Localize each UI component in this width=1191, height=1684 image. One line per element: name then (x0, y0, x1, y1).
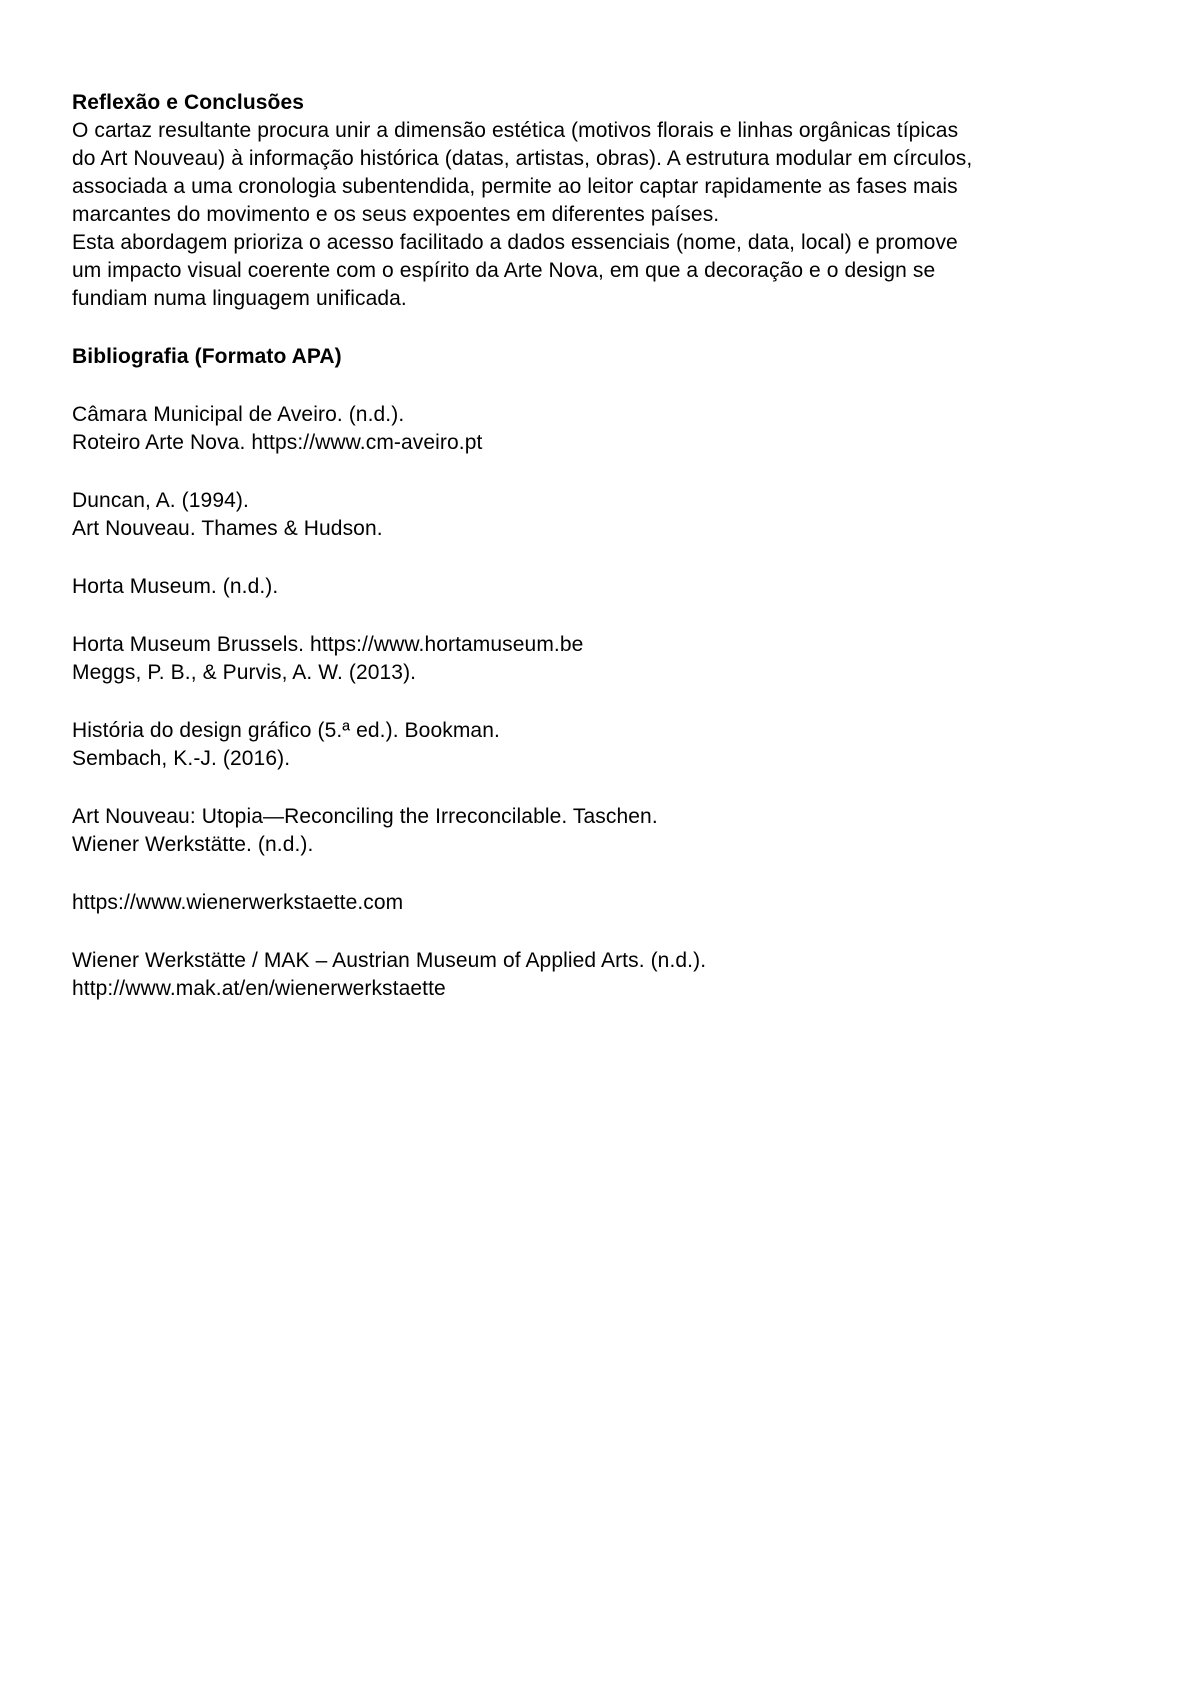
reflexao-line: O cartaz resultante procura unir a dimensão estética (motivos florais e linhas orgânicas típicas (72, 119, 959, 142)
bibliography-line: Horta Museum Brussels. https://www.hortamuseum.be (72, 633, 584, 656)
bibliography-line: https://www.wienerwerkstaette.com (72, 891, 404, 914)
reflexao-line: do Art Nouveau) à informação histórica (datas, artistas, obras). A estrutura modular em círculos, (72, 147, 973, 170)
bibliography-line: História do design gráfico (5.ª ed.). Bookman. (72, 719, 500, 742)
bibliography-line: Meggs, P. B., & Purvis, A. W. (2013). (72, 661, 417, 684)
bibliography-line: Sembach, K.-J. (2016). (72, 747, 291, 770)
bibliography-line: Wiener Werkstätte / MAK – Austrian Museum of Applied Arts. (n.d.). (72, 949, 707, 972)
reflexao-heading: Reflexão e Conclusões (72, 91, 305, 114)
reflexao-line: Esta abordagem prioriza o acesso facilitado a dados essenciais (nome, data, local) e promove (72, 231, 958, 254)
bibliography-line: http://www.mak.at/en/wienerwerkstaette (72, 977, 446, 1000)
bibliography-entry (72, 487, 1136, 543)
bibliography-entry (72, 889, 1136, 917)
bibliography-line: Art Nouveau. Thames & Hudson. (72, 517, 383, 540)
bibliography-entry (72, 803, 1136, 859)
bibliography-entry (72, 401, 1136, 457)
bibliography-line: Duncan, A. (1994). (72, 489, 249, 512)
bibliography-entry (72, 631, 1136, 687)
bibliography-line: Art Nouveau: Utopia—Reconciling the Irreconcilable. Taschen. (72, 805, 658, 828)
bibliography-line: Roteiro Arte Nova. https://www.cm-aveiro.pt (72, 431, 483, 454)
section-reflexao-e-conclusoes (72, 89, 1136, 313)
bibliography-line: Horta Museum. (n.d.). (72, 575, 279, 598)
bibliografia-heading: Bibliografia (Formato APA) (72, 345, 342, 368)
reflexao-line: associada a uma cronologia subentendida, permite ao leitor captar rapidamente as fases mais (72, 175, 958, 198)
bibliography-line: Câmara Municipal de Aveiro. (n.d.). (72, 403, 405, 426)
section-bibliografia (72, 343, 1136, 1003)
bibliography-entry (72, 947, 1136, 1003)
reflexao-line: fundiam numa linguagem unificada. (72, 287, 407, 310)
bibliography-line: Wiener Werkstätte. (n.d.). (72, 833, 314, 856)
reflexao-line: um impacto visual coerente com o espírito da Arte Nova, em que a decoração e o design se (72, 259, 936, 282)
bibliography-entry (72, 573, 1136, 601)
bibliography-entry (72, 717, 1136, 773)
reflexao-line: marcantes do movimento e os seus expoentes em diferentes países. (72, 203, 720, 226)
